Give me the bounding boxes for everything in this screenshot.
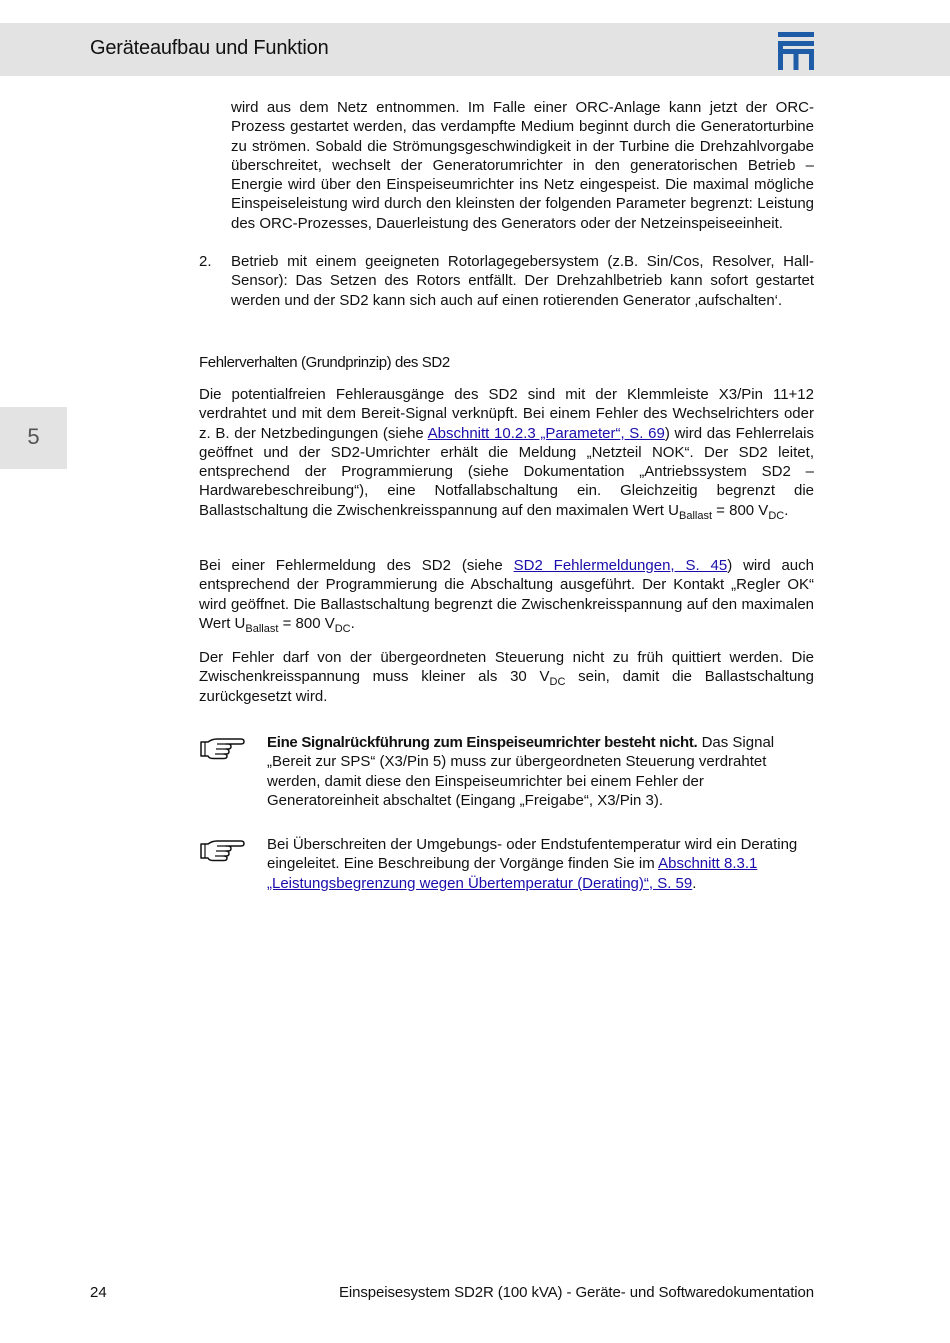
page-title: Geräteaufbau und Funktion (90, 37, 329, 59)
paragraph-error-outputs: Die potentialfreien Fehlerausgänge des SD2 sind mit der Klemmleiste X3/Pin 11+12 verdrahtet und mit dem Bereit-Signal verknüpft. Bei einem Fehler des Wechselrichters oder z. B. der Netzbedingungen (siehe Abschnitt 10.2.3 „Parameter“, S. 69) wird das Fehlerrelais geöffnet und der SD2-Umrichter erhält die Meldung „Netzteil NOK“. Der SD2 leitet, entsprechend der Programmierung (siehe Dokumentation „Antriebssystem SD2 – Hardwarebeschreibung“), eine Notfallabschaltung ein. Gleichzeitig begrenzt die Ballastschaltung die Zwischenkreisspannung auf den maximalen Wert $U_{Ballast} = 800$ $V_{DC}$. (199, 386, 814, 522)
note-signal-feedback: Eine Signalrückführung zum Einspeiseumrichter besteht nicht. Das Signal „Bereit zur SPS“ (X3/Pin 5) muss zur übergeordneten Steuerung verdrahtet werden, damit diese den Einspeiseumrichter bei einem Fehler der Generatoreinheit abschaltet (Eingang „Freigabe“, X3/Pin 3). (267, 734, 775, 809)
list-item-number: 2. (199, 253, 212, 270)
link-sd2-fehlermeldungen[interactable]: SD2 Fehlermeldungen, S. 45 (513, 557, 728, 574)
section-heading: Fehlerverhalten (Grundprinzip) des SD2 (199, 354, 450, 371)
document-title: Einspeisesystem SD2R (100 kVA) - Geräte- und Softwaredokumentation (338, 1284, 814, 1301)
pointing-hand-icon (199, 736, 245, 760)
pointing-hand-icon (199, 838, 245, 862)
link-section-8-3-1[interactable]: Abschnitt 8.3.1 „Leistungsbegrenzung wegen Übertemperatur (Derating)“, S. 59 (267, 855, 758, 892)
list-item-2: Betrieb mit einem geeigneten Rotorlagegebersystem (z.B. Sin/Cos, Resolver, Hall-Sensor): Das Setzen des Rotors entfällt. Der Drehzahlbetrieb kann sofort gestartet werden und der SD2 kann sich auch auf einen rotierenden Generator ‚aufschalten‘. (231, 253, 814, 309)
paragraph-acknowledge: Der Fehler darf von der übergeordneten Steuerung nicht zu früh quittiert werden. Die Zwischenkreisspannung muss kleiner als 30 $V_{DC}$ sein, damit die Ballastschaltung zurückgesetzt wird. (199, 649, 814, 705)
company-logo-icon (778, 32, 814, 70)
page-number: 24 (90, 1284, 107, 1301)
link-section-10-2-3[interactable]: Abschnitt 10.2.3 „Parameter“, S. 69 (427, 424, 665, 442)
list-item-1-continuation: wird aus dem Netz entnommen. Im Falle einer ORC-Anlage kann jetzt der ORC-Prozess gestartet werden, das verdampfte Medium beginnt durch die Generatorturbine zu strömen. Sobald die Strömungsgeschwindigkeit in der Turbine die Drehzahlvorgabe überschreitet, wechselt der Generatorumrichter in den generatorischen Betrieb – Energie wird über den Einspeiseumrichter ins Netz eingespeist. Die maximal mögliche Einspeiseleistung wird durch den kleinsten der folgenden Parameter begrenzt: Leistung des ORC-Prozesses, Dauerleistung des Generators oder der Netzeinspeiseeinheit. (231, 99, 814, 232)
chapter-number: 5 (27, 424, 40, 449)
note-derating: Bei Überschreiten der Umgebungs- oder Endstufentemperatur wird ein Derating eingeleitet. Eine Beschreibung der Vorgänge finden Sie im Abschnitt 8.3.1 „Leistungsbegrenzung wegen Übertemperatur (Derating)“, S. 59. (267, 836, 798, 892)
paragraph-sd2-error: Bei einer Fehlermeldung des SD2 (siehe SD2 Fehlermeldungen, S. 45) wird auch entsprechend der Programmierung die Abschaltung ausgeführt. Der Kontakt „Regler OK“ wird geöffnet. Die Ballastschaltung begrenzt die Zwischenkreisspannung auf den maximalen Wert $U_{Ballast} = 800$ $V_{DC}$. (199, 557, 814, 635)
